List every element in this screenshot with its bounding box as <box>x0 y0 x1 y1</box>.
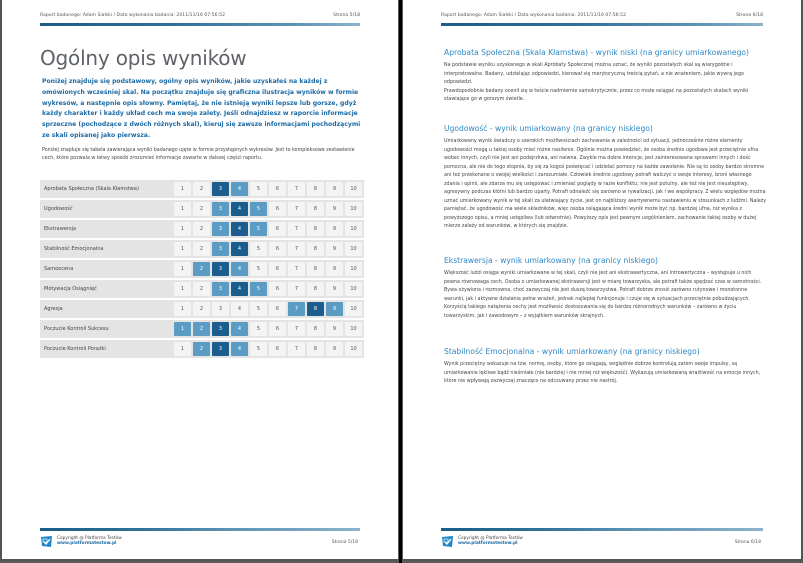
footer-page-number: Strona 5/18 <box>331 540 358 545</box>
score-cell: 6 <box>269 202 286 216</box>
score-cell: 2 <box>193 202 210 216</box>
section-stabilnosc <box>444 347 768 387</box>
score-cell-selected: 3 <box>212 182 229 196</box>
report-info: Raport badanego: Adam Siałski / Data wykonania badania: 2011/11/16 07:56:52 <box>40 13 225 18</box>
score-cell: 10 <box>345 182 362 196</box>
result-row <box>40 200 364 218</box>
score-cell: 2 <box>193 282 210 296</box>
score-cell: 10 <box>345 322 362 336</box>
score-cell: 9 <box>326 262 343 276</box>
result-row <box>40 300 364 318</box>
score-cell: 2 <box>193 322 210 336</box>
score-cell: 9 <box>326 322 343 336</box>
score-cell: 5 <box>250 282 267 296</box>
section-aprobata <box>444 48 768 105</box>
footer-bar <box>441 528 763 531</box>
score-cell-selected: 3 <box>212 342 229 356</box>
score-cell: 8 <box>307 322 324 336</box>
score-cell: 10 <box>345 222 362 236</box>
score-cell: 1 <box>174 302 191 316</box>
score-cell: 7 <box>288 202 305 216</box>
result-row <box>40 240 364 258</box>
report-info: Raport badanego: Adam Siałski / Data wykonania badania: 2011/11/16 07:56:52 <box>441 13 626 18</box>
section-text: Większość ludzi osiąga wyniki umiarkowane w tej skali, czyli nie jest ani ekstrawertyczna, ani introwertyczna – występuje u nich pewna równowaga cech. Osoba o umiarkowanej ekstrawersji jest w miarę towarzyska, ale potrafi także spędzać czas w samotności. Bywa ożywiona i rozmowna, choć zazwyczaj nie jest duszą towarzystwa. Potrafi dobrze znosić zarówno rutynowe i monotonne warunki, jak i aktywne działania pełne wrażeń, jednak najlepiej funkcjonuje i czuje się w sytuacjach przeciętnie pobudzających. Korzyścią takiego natężenia cechy jest możliwość dostosowania się do bardzo różnorodnych warunków – zarówno w życiu towarzyskim, jak i zawodowym – z wyjątkiem warunków skrajnych. <box>444 271 762 319</box>
result-row <box>40 260 364 278</box>
score-cell: 5 <box>250 242 267 256</box>
score-cell: 1 <box>174 202 191 216</box>
score-cell: 8 <box>307 262 324 276</box>
score-cell: 4 <box>231 262 248 276</box>
scale-label: Poczucie Kontroli Sukcesu <box>44 326 109 332</box>
score-cell: 9 <box>326 202 343 216</box>
score-cell: 3 <box>212 222 229 236</box>
score-cell: 4 <box>231 322 248 336</box>
header-bar <box>40 23 360 26</box>
page-title: Ogólny opis wyników <box>40 46 247 70</box>
intro-text: Poniżej znajduje się podstawowy, ogólny opis wyników, jakie uzyskałeś na każdej z omówionych wcześniej skal. Na początku znajduje się graficzna ilustracja wyników w formie wykresów, a następnie opis słowny. Pamiętaj, że nie istnieją wyniki lepsze lub gorsze, gdyż każdy charakter i każdy układ cech ma swoje zalety. Jeśli odnajdziesz w raporcie informacje sprzeczne (pochodzące z dwóch różnych skal), kieruj się zawsze informacjami pochodzącymi ze skali opisanej jako pierwsza. <box>42 78 361 139</box>
score-cell: 3 <box>212 282 229 296</box>
score-cell: 4 <box>231 182 248 196</box>
page-number: Strona 6/18 <box>736 13 763 18</box>
platforma-testow-logo-icon <box>40 535 53 548</box>
score-cell: 9 <box>326 222 343 236</box>
score-cell: 6 <box>269 282 286 296</box>
score-cell: 8 <box>307 342 324 356</box>
score-cell: 7 <box>288 182 305 196</box>
results-table <box>40 180 364 360</box>
score-cell: 7 <box>288 302 305 316</box>
score-cell: 5 <box>250 322 267 336</box>
section-text: Umiarkowany wynik świadczy o szerokich możliwościach zachowania w zależności od sytuacji, jednocześnie różne elementy ugodowości mogą u takiej osoby mieć różne nasilenie. Ogólnie można powiedzieć, że osoba średnio ugodowa jest przeciętnie ufna wobec innych, czyli nie jest ani podejrzliwa, ani naiwna. Zwykle ma dobre intencje, jest zainteresowana sprawami innych i dość pomocna, ale nie do tego stopnia, by się za kogoś poświęcać i udzielać pomocy na każde zawołanie. Nie są to osoby bardzo skromne ani też przekonane o swojej wielkości i zarozumiałe. Człowiek średnio ugodowy potrafi walczyć o swoje interesy, broni własnego zdania i opinii, ale zdarza mu się ustępować i zmieniać poglądy w razie konfliktu; nie jest potulny, ale też nie jest nieustępliwy, agresywny podczas kłótni lub bardzo uparty. Potrafi odnaleźć się zarówno w rywalizacji, jak i we współpracy. Z wielu względów można uznać umiarkowany wynik w tej skali za ułatwiający życie, jest on najbliższy asertywnemu nastawieniu w stosunkach z ludźmi. Należy pamiętać, że ugodowość ma wiele składników, więc osoba osiągająca średni wynik może być np. bardziej ufna, niż wynika z powyższego opisu, a mniej ustępliwa (lub odwrotnie). Powyższy opis jest pewnym uogólnieniem, zachowanie takiej osoby w dużej mierze zależy od warunków, w których się znajdzie. <box>444 139 767 229</box>
score-cell: 6 <box>269 242 286 256</box>
report-page-left <box>0 0 398 561</box>
score-cell: 9 <box>326 282 343 296</box>
score-cell: 9 <box>326 302 343 316</box>
score-cell-selected: 3 <box>212 322 229 336</box>
score-cell: 7 <box>288 322 305 336</box>
page-number: Strona 5/18 <box>333 13 360 18</box>
score-cell: 9 <box>326 242 343 256</box>
section-ugodowosc <box>444 124 768 232</box>
score-cell: 2 <box>193 242 210 256</box>
score-cell: 4 <box>231 342 248 356</box>
score-cell: 8 <box>307 182 324 196</box>
score-cell: 7 <box>288 222 305 236</box>
score-cell: 10 <box>345 342 362 356</box>
scale-label: Ugodowość <box>44 206 73 212</box>
result-row <box>40 320 364 338</box>
page-header <box>40 13 360 23</box>
score-cell: 5 <box>250 262 267 276</box>
section-ekstrawersja <box>444 256 768 321</box>
scale-label: Motywacja Osiągnięć <box>44 286 97 292</box>
score-cell: 10 <box>345 202 362 216</box>
score-cell-selected: 4 <box>231 202 248 216</box>
footer-copyright <box>458 536 523 546</box>
section-text: Wynik przeciętny wskazuje na tzw. normę, osoby, które go osiągają, względnie dobrze kontrolują zatem swoje impulsy, są umiarkowanie lękliwe bądź nieśmiałe (nie bardziej i nie mniej niż większość). Wykazują umiarkowaną wrażliwość na emocje innych, które nie wpływają zazwyczaj znacząco na odczuwany przez nie nastrój. <box>444 362 761 384</box>
report-page-right <box>403 0 803 561</box>
score-cell: 6 <box>269 182 286 196</box>
result-row <box>40 180 364 198</box>
score-cell-selected: 8 <box>307 302 324 316</box>
section-heading: Aprobata Społeczna (Skala Kłamstwa) - wynik niski (na granicy umiarkowanego) <box>444 48 750 57</box>
footer-url[interactable]: www.platformatestow.pl <box>458 541 518 546</box>
score-cell: 4 <box>231 302 248 316</box>
scale-label: Samoocena <box>44 266 74 272</box>
scale-label: Agresja <box>44 306 63 312</box>
score-cell: 3 <box>212 202 229 216</box>
page-header <box>441 13 763 23</box>
score-cell: 1 <box>174 182 191 196</box>
section-heading: Ekstrawersja - wynik umiarkowany (na granicy niskiego) <box>444 256 659 265</box>
score-cell: 1 <box>174 262 191 276</box>
score-cell-selected: 4 <box>231 282 248 296</box>
score-cell: 10 <box>345 302 362 316</box>
result-row <box>40 340 364 358</box>
score-cell: 1 <box>174 282 191 296</box>
platforma-testow-logo-icon <box>441 535 454 548</box>
scale-label: Ekstrawersja <box>44 226 77 232</box>
score-cell: 6 <box>269 262 286 276</box>
score-cell-selected: 4 <box>231 222 248 236</box>
score-cell: 9 <box>326 342 343 356</box>
score-cell: 6 <box>269 302 286 316</box>
score-cell: 3 <box>212 302 229 316</box>
score-cell-selected: 3 <box>212 262 229 276</box>
score-cell: 2 <box>193 222 210 236</box>
header-bar <box>441 23 763 26</box>
footer-bar <box>40 528 360 531</box>
score-cell: 7 <box>288 242 305 256</box>
score-cell-selected: 4 <box>231 242 248 256</box>
scale-label: Stabilność Emocjonalna <box>44 246 104 252</box>
score-cell: 5 <box>250 182 267 196</box>
copyright-text: Copyright @ Platforma Testów <box>458 536 523 541</box>
page-gap <box>399 0 402 563</box>
scale-label: Aprobata Społeczna (Skala Kłamstwa) <box>44 186 139 192</box>
score-cell: 8 <box>307 202 324 216</box>
scale-label: Poczucie Kontroli Porażki <box>44 346 106 352</box>
footer-copyright <box>57 536 122 546</box>
table-description: Poniżej znajduje się tabela zawierająca wyniki badanego ujęte w formie przystępnych wykresów. Jest to kompleksowe zestawienie cech, które pozwala w łatwy sposób zrozumieć informacje zawarte w dalszej części raportu. <box>42 148 355 162</box>
score-cell: 10 <box>345 262 362 276</box>
section-heading: Stabilność Emocjonalna - wynik umiarkowany (na granicy niskiego) <box>444 347 700 356</box>
score-cell: 7 <box>288 262 305 276</box>
score-cell: 8 <box>307 242 324 256</box>
score-cell: 1 <box>174 222 191 236</box>
score-cell: 5 <box>250 302 267 316</box>
section-text: Na podstawie wyniku uzyskanego w skali Aprobaty Społecznej można uznać, że wyniki pozostałych skal są wiarygodne i interpretowalne. Badany, udzielając odpowiedzi, kierował się merytoryczną treścią pytań, a nie wrażeniem, jakie wywrą jego odpowiedzi. Prawdopodobnie badany ocenił się w teście nadmiernie samokrytycznie, przez co może osiągać na pozostałych skalach wyniki stawiające go w gorszym świetle. <box>444 63 749 102</box>
footer-url[interactable]: www.platformatestow.pl <box>57 541 117 546</box>
score-cell: 5 <box>250 222 267 236</box>
score-cell: 2 <box>193 342 210 356</box>
score-cell: 2 <box>193 302 210 316</box>
score-cell: 6 <box>269 222 286 236</box>
score-cell: 1 <box>174 342 191 356</box>
score-cell: 7 <box>288 342 305 356</box>
score-cell: 6 <box>269 322 286 336</box>
score-cell: 3 <box>212 242 229 256</box>
score-cell: 2 <box>193 262 210 276</box>
score-cell: 7 <box>288 282 305 296</box>
score-cell: 1 <box>174 242 191 256</box>
score-cell: 10 <box>345 282 362 296</box>
section-heading: Ugodowość - wynik umiarkowany (na granicy niskiego) <box>444 124 653 133</box>
score-cell: 5 <box>250 342 267 356</box>
score-cell: 9 <box>326 182 343 196</box>
score-cell: 8 <box>307 282 324 296</box>
score-cell: 6 <box>269 342 286 356</box>
score-cell: 10 <box>345 242 362 256</box>
score-cell: 5 <box>250 202 267 216</box>
score-cell: 1 <box>174 322 191 336</box>
copyright-text: Copyright @ Platforma Testów <box>57 536 122 541</box>
result-row <box>40 220 364 238</box>
score-cell: 8 <box>307 222 324 236</box>
result-row <box>40 280 364 298</box>
score-cell: 2 <box>193 182 210 196</box>
footer-page-number: Strona 6/18 <box>734 540 761 545</box>
